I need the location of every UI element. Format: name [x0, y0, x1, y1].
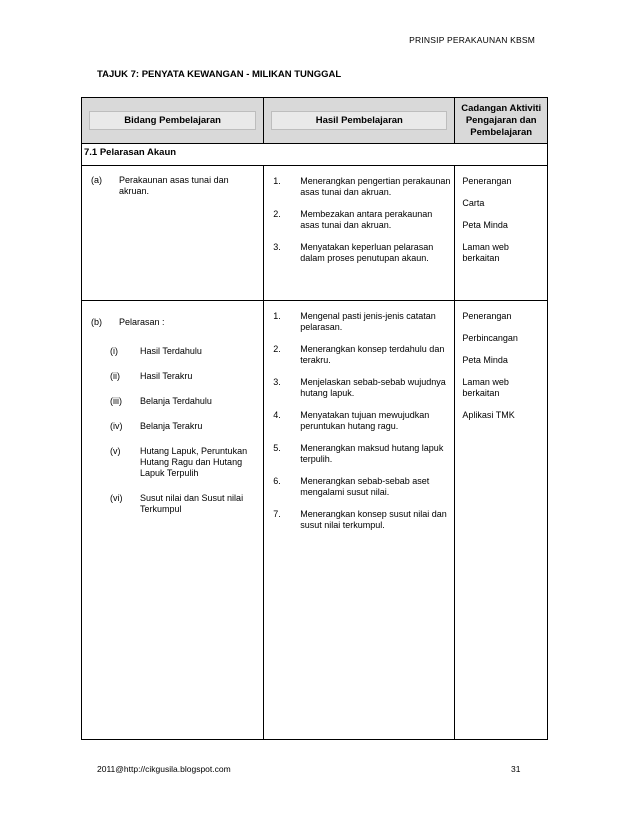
learning-outcomes-cell	[264, 166, 455, 300]
list-item: (iv) Belanja Terakru	[110, 421, 203, 431]
learning-area-item	[91, 317, 165, 328]
learning-outcomes-cell	[264, 301, 455, 739]
topic-title: TAJUK 7: PENYATA KEWANGAN - MILIKAN TUNGGAL	[97, 69, 342, 80]
item-text: Perakaunan asas tunai dan akruan.	[119, 175, 229, 196]
list-item: 3. Menjelaskan sebab-sebab wujudnya hutang lapuk.	[273, 377, 446, 398]
activity-list	[462, 311, 546, 432]
list-item: Perbincangan	[462, 333, 518, 343]
list-item: (i) Hasil Terdahulu	[110, 346, 202, 356]
learning-area-cell	[82, 301, 264, 739]
table-row	[82, 301, 547, 739]
list-item: 1. Mengenal pasti jenis-jenis catatan pelarasan.	[273, 311, 436, 332]
list-item: 6. Menerangkan sebab-sebab aset mengalami susut nilai.	[273, 476, 430, 497]
list-item: Penerangan	[462, 176, 512, 186]
column-header-activities: Cadangan Aktiviti Pengajaran dan Pembelajaran	[461, 102, 542, 138]
table-header-row	[82, 98, 547, 144]
item-label: (b)	[91, 317, 102, 327]
running-header: PRINSIP PERAKAUNAN KBSM	[409, 35, 535, 45]
list-item: 7. Menerangkan konsep susut nilai dan susut nilai terkumpul.	[273, 509, 447, 530]
list-item: Laman web berkaitan	[462, 377, 509, 398]
learning-area-cell	[82, 166, 264, 300]
learning-area-item	[91, 175, 256, 197]
syllabus-table	[81, 97, 548, 740]
column-header-outcomes: Hasil Pembelajaran	[264, 98, 455, 143]
table-row	[82, 166, 547, 301]
section-title: 7.1 Pelarasan Akaun	[82, 144, 547, 166]
activities-cell	[455, 301, 547, 739]
activities-cell	[455, 166, 547, 300]
list-item: Peta Minda	[462, 220, 508, 230]
list-item: 4. Menyatakan tujuan mewujudkan peruntukan hutang ragu.	[273, 410, 430, 431]
list-item: (iii) Belanja Terdahulu	[110, 396, 212, 406]
list-item: Penerangan	[462, 311, 512, 321]
activity-list	[462, 176, 546, 275]
list-item: 2. Membezakan antara perakaunan asas tunai dan akruan.	[273, 209, 433, 230]
list-item: Aplikasi TMK	[462, 410, 515, 420]
list-item: Laman web berkaitan	[462, 242, 509, 263]
item-text: Pelarasan :	[119, 317, 165, 327]
column-header-area: Bidang Pembelajaran	[82, 98, 264, 143]
footer-source: 2011@http://cikgusila.blogspot.com	[97, 764, 231, 774]
outcome-list	[273, 176, 453, 275]
list-item: (v) Hutang Lapuk, Peruntukan Hutang Ragu dan Hutang Lapuk Terpulih	[110, 446, 248, 478]
page-number: 31	[511, 764, 521, 774]
list-item: 3. Menyatakan keperluan pelarasan dalam proses penutupan akaun.	[273, 242, 434, 263]
list-item: (ii) Hasil Terakru	[110, 371, 193, 381]
outcome-list	[273, 311, 453, 542]
list-item: 5. Menerangkan maksud hutang lapuk terpulih.	[273, 443, 444, 464]
list-item: (vi) Susut nilai dan Susut nilai Terkumpul	[110, 493, 244, 514]
adjustment-list	[108, 346, 266, 529]
list-item: 2. Menerangkan konsep terdahulu dan terakru.	[273, 344, 445, 365]
list-item: 1. Menerangkan pengertian perakaunan asas tunai dan akruan.	[273, 176, 451, 197]
item-label: (a)	[91, 175, 102, 185]
list-item: Peta Minda	[462, 355, 508, 365]
list-item: Carta	[462, 198, 485, 208]
